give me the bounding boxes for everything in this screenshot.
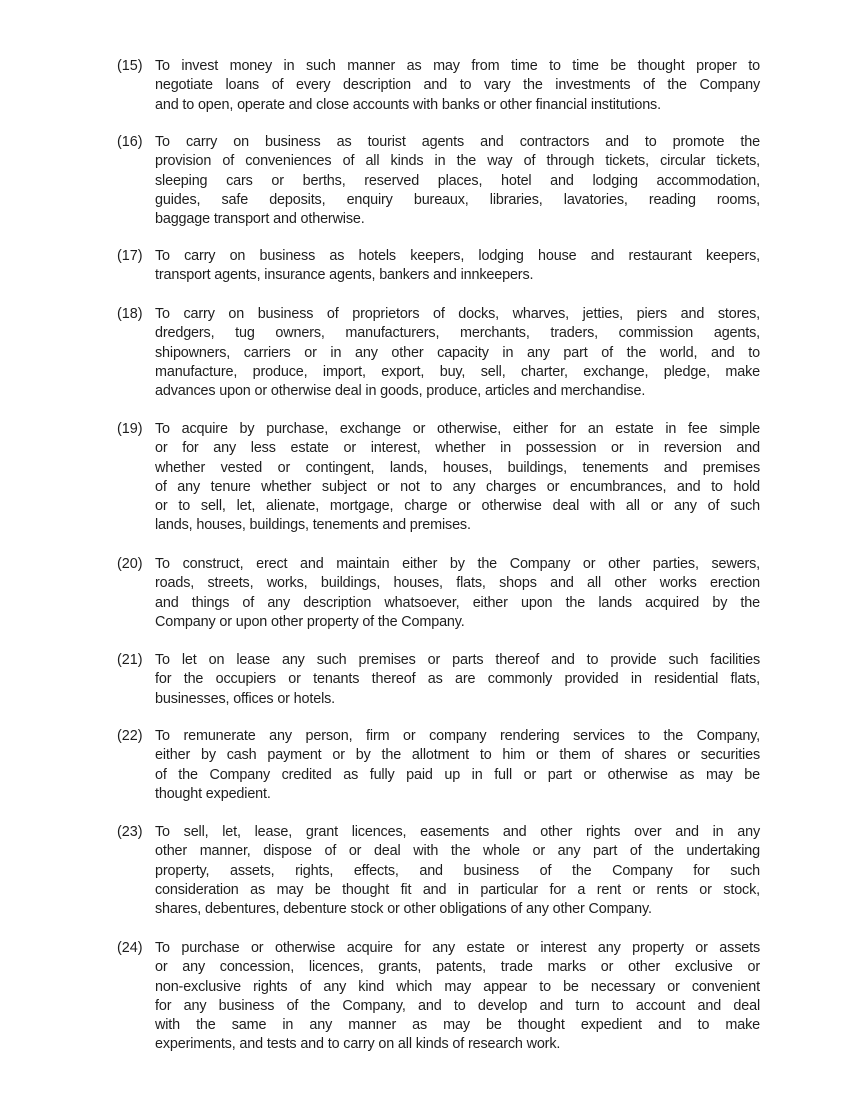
text-line: To let on lease any such premises or parts thereof and to provide such facilities xyxy=(155,652,760,668)
clause-text xyxy=(155,727,760,804)
clause-number: (22) xyxy=(117,728,143,744)
text-line: Company or upon other property of the Company. xyxy=(155,613,465,630)
text-line: shares, debentures, debenture stock or other obligations of any other Company. xyxy=(155,901,652,918)
clause-number: (23) xyxy=(117,824,143,840)
text-line: To remunerate any person, firm or company rendering services to the Company, xyxy=(155,728,760,744)
clause-text xyxy=(155,939,760,1055)
text-line: with the same in any manner as may be thought expedient and to make xyxy=(155,1017,760,1034)
clause-text xyxy=(155,57,760,115)
clause-number: (15) xyxy=(117,58,143,74)
text-line: transport agents, insurance agents, bankers and innkeepers. xyxy=(155,267,534,284)
clause-text xyxy=(155,133,760,229)
text-line: experiments, and tests and to carry on all kinds of research work. xyxy=(155,1036,561,1053)
text-line: either by cash payment or by the allotment to him or them of shares or securities xyxy=(155,747,760,764)
clause-text xyxy=(155,651,760,709)
text-line: manufacture, produce, import, export, buy, sell, charter, exchange, pledge, make xyxy=(155,363,760,380)
text-line: provision of conveniences of all kinds in the way of through tickets, circular tickets, xyxy=(155,153,760,170)
clause-number: (24) xyxy=(117,940,143,956)
clause-number: (19) xyxy=(117,421,143,437)
clause-text xyxy=(155,420,760,536)
clause-number: (17) xyxy=(117,248,143,264)
text-line: To sell, let, lease, grant licences, easements and other rights over and in any xyxy=(155,824,760,840)
text-line: of any tenure whether subject or not to any charges or encumbrances, and to hold xyxy=(155,478,760,495)
text-line: sleeping cars or berths, reserved places, hotel and lodging accommodation, xyxy=(155,172,760,189)
text-line: thought expedient. xyxy=(155,785,271,802)
text-line: To carry on business as tourist agents and contractors and to promote the xyxy=(155,134,760,150)
text-line: property, assets, rights, effects, and business of the Company for such xyxy=(155,862,760,879)
text-line: other manner, dispose of or deal with the whole or any part of the undertaking xyxy=(155,843,760,860)
clause-text xyxy=(155,555,760,632)
clause-number: (18) xyxy=(117,306,143,322)
text-line: or for any less estate or interest, whether in possession or in reversion and xyxy=(155,440,760,457)
text-line: non-exclusive rights of any kind which may appear to be necessary or convenient xyxy=(155,978,760,995)
text-line: or to sell, let, alienate, mortgage, charge or otherwise deal with all or any of such xyxy=(155,498,760,515)
text-line: businesses, offices or hotels. xyxy=(155,690,336,707)
text-line: To construct, erect and maintain either by the Company or other parties, sewers, xyxy=(155,556,760,572)
text-line: or any concession, licences, grants, patents, trade marks or other exclusive or xyxy=(155,959,760,976)
clause-number: (20) xyxy=(117,556,143,572)
text-line: To acquire by purchase, exchange or otherwise, either for an estate in fee simple xyxy=(155,421,760,437)
clause-number: (16) xyxy=(117,134,143,150)
text-line: To carry on business of proprietors of docks, wharves, jetties, piers and stores, xyxy=(155,306,760,322)
clause-text xyxy=(155,305,760,401)
text-line: and to open, operate and close accounts with banks or other financial institutions. xyxy=(155,96,661,113)
text-line: for the occupiers or tenants thereof as are commonly provided in residential flats, xyxy=(155,671,760,688)
text-line: consideration as may be thought fit and in particular for a rent or rents or stock, xyxy=(155,881,760,898)
text-line: advances upon or otherwise deal in goods, produce, articles and merchandise. xyxy=(155,383,646,400)
text-line: lands, houses, buildings, tenements and premises. xyxy=(155,517,471,534)
text-line: To purchase or otherwise acquire for any estate or interest any property or assets xyxy=(155,940,760,956)
text-line: To invest money in such manner as may from time to time be thought proper to xyxy=(155,58,760,74)
text-line: guides, safe deposits, enquiry bureaux, libraries, lavatories, reading rooms, xyxy=(155,191,760,208)
text-line: negotiate loans of every description and to vary the investments of the Company xyxy=(155,77,760,94)
text-line: roads, streets, works, buildings, houses, flats, shops and all other works erection xyxy=(155,575,760,592)
text-line: baggage transport and otherwise. xyxy=(155,211,365,228)
clause-number: (21) xyxy=(117,652,143,668)
text-line: and things of any description whatsoever, either upon the lands acquired by the xyxy=(155,594,760,611)
clause-text xyxy=(155,247,760,286)
text-line: dredgers, tug owners, manufacturers, merchants, traders, commission agents, xyxy=(155,325,760,342)
text-line: of the Company credited as fully paid up in full or part or otherwise as may be xyxy=(155,766,760,783)
text-line: for any business of the Company, and to develop and turn to account and deal xyxy=(155,997,760,1014)
text-line: shipowners, carriers or in any other capacity in any part of the world, and to xyxy=(155,344,760,361)
text-line: To carry on business as hotels keepers, lodging house and restaurant keepers, xyxy=(155,248,760,264)
text-line: whether vested or contingent, lands, houses, buildings, tenements and premises xyxy=(155,459,760,476)
clause-text xyxy=(155,823,760,919)
